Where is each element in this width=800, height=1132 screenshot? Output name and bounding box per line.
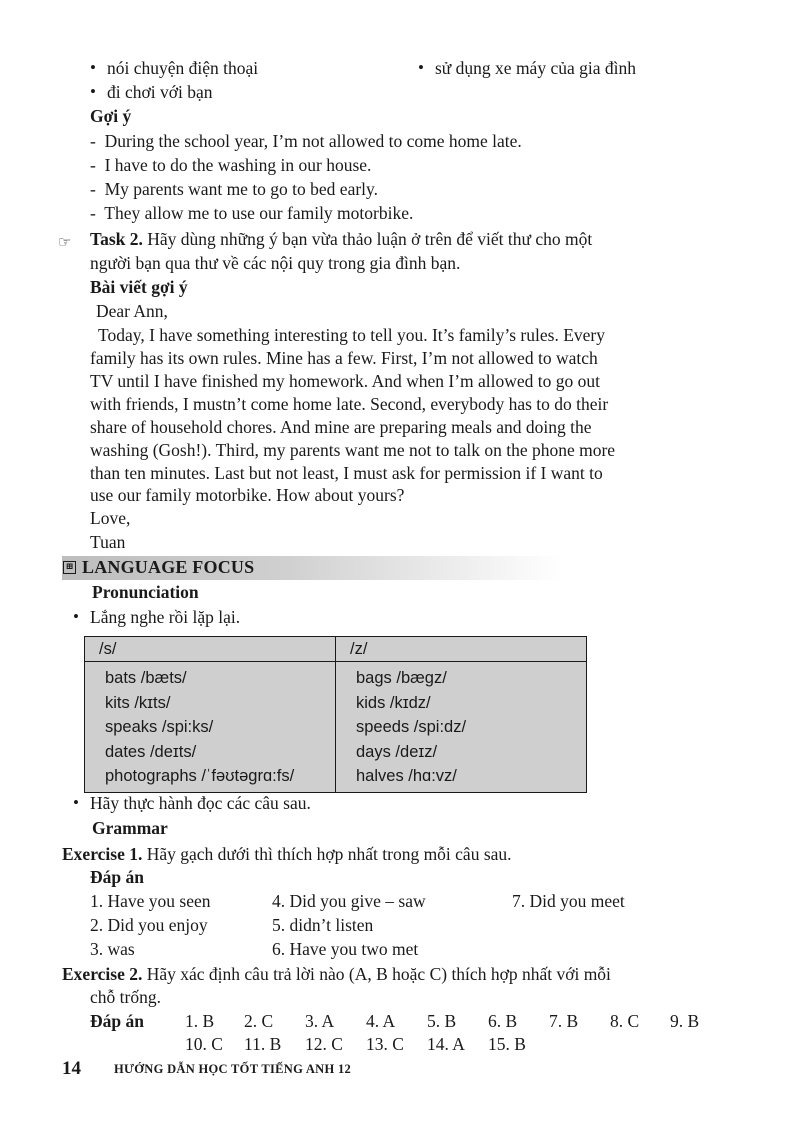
letter-line-2: family has its own rules. Mine has a few. First, I’m not allowed to watch [90, 348, 598, 368]
s-words-cell [85, 662, 336, 793]
letter-line-6: washing (Gosh!). Third, my parents want me not to talk on the phone more [90, 440, 616, 460]
pointing-hand-icon: ☞ [58, 235, 72, 251]
s-word: kits /kɪts/ [105, 693, 171, 712]
task2-line-2: người bạn qua thư về các nội quy trong gia đình bạn. [90, 253, 461, 273]
ex2-answer: 5. B [427, 1011, 457, 1031]
pronunciation-title: Pronunciation [92, 582, 199, 602]
ex2-answer: 15. B [488, 1034, 526, 1054]
ex2-answer: 8. C [610, 1011, 640, 1031]
task2-label: Task 2. [90, 229, 143, 249]
hint-title: Gợi ý [90, 106, 132, 126]
z-word: days /deɪz/ [356, 742, 438, 761]
ex2-answer: 6. B [488, 1011, 518, 1031]
ex1-answer: 3. was [90, 939, 135, 959]
section-icon: ⊞ [63, 561, 76, 574]
book-title: HƯỚNG DẪN HỌC TỐT TIẾNG ANH 12 [114, 1062, 352, 1076]
ex2-answer: 4. A [366, 1011, 396, 1031]
z-word: bags /bægz/ [356, 669, 447, 687]
hint-line-4: - They allow me to use our family motorbike. [90, 203, 414, 223]
exercise2-line-1: Exercise 2. Hãy xác định câu trả lời nào (A, B hoặc C) thích hợp nhất với mỗi [62, 964, 611, 984]
hint-line-2: - I have to do the washing in our house. [90, 155, 372, 175]
letter-signature: Tuan [90, 532, 126, 552]
s-word: photographs /ˈfəʊtəgrɑ:fs/ [105, 767, 295, 785]
letter-line-3: TV until I have finished my homework. And when I’m allowed to go out [90, 371, 601, 391]
page-number: 14 [62, 1058, 81, 1079]
ex1-answer: 6. Have you two met [272, 939, 419, 959]
grammar-title: Grammar [92, 818, 168, 838]
z-word: halves /hɑ:vz/ [356, 767, 457, 785]
ex2-answer: 12. C [305, 1034, 343, 1054]
section-title: LANGUAGE FOCUS [82, 557, 255, 577]
letter-closing: Love, [90, 508, 131, 528]
s-word: speaks /spi:ks/ [105, 718, 214, 736]
exercise1-label: Exercise 1. [62, 844, 143, 864]
letter-line-4: with friends, I mustn’t come home late. Second, everybody has to do their [90, 394, 609, 414]
letter-greeting: Dear Ann, [96, 301, 168, 321]
ex1-answer: 5. didn’t listen [272, 915, 374, 935]
hint-line-1: - During the school year, I’m not allowed to come home late. [90, 131, 522, 151]
z-word: kids /kɪdz/ [356, 693, 431, 712]
letter-line-7: than ten minutes. Last but not least, I must ask for permission if I want to [90, 463, 603, 483]
table-body-row [85, 662, 587, 793]
ex2-answer: 10. C [185, 1034, 223, 1054]
bullet-talk-phone: • nói chuyện điện thoại [107, 58, 258, 79]
ex2-answer: 1. B [185, 1011, 215, 1031]
ex1-answer: 2. Did you enjoy [90, 915, 208, 935]
exercise1-line: Exercise 1. Hãy gạch dưới thì thích hợp nhất trong mỗi câu sau. [62, 844, 512, 864]
ex2-answer: 13. C [366, 1034, 404, 1054]
task2-line-1: Task 2. Hãy dùng những ý bạn vừa thảo luận ở trên để viết thư cho một [90, 229, 593, 249]
letter-line-1: Today, I have something interesting to tell you. It’s family’s rules. Every [98, 325, 605, 345]
practice-instruction: • Hãy thực hành đọc các câu sau. [90, 793, 311, 814]
ex1-answer: 7. Did you meet [512, 891, 625, 911]
header-z: /z/ [336, 637, 587, 662]
bullet-go-out: • đi chơi với bạn [107, 82, 213, 103]
ex2-answer: 9. B [670, 1011, 700, 1031]
listen-instruction: • Lắng nghe rồi lặp lại. [90, 607, 240, 628]
ex2-answer: 3. A [305, 1011, 335, 1031]
s-word: bats /bæts/ [105, 669, 187, 687]
ex2-answer: 2. C [244, 1011, 274, 1031]
letter-line-5: share of household chores. And mine are preparing meals and doing the [90, 417, 592, 437]
z-word: speeds /spi:dz/ [356, 718, 467, 736]
ex2-answer: 14. A [427, 1034, 465, 1054]
header-s: /s/ [85, 637, 336, 662]
s-word: dates /deɪts/ [105, 742, 197, 761]
ex2-answer: 11. B [244, 1034, 282, 1054]
ex1-answer: 4. Did you give – saw [272, 891, 426, 911]
hint-line-3: - My parents want me to go to bed early. [90, 179, 379, 199]
exercise2-line-2: chỗ trống. [90, 987, 161, 1007]
table-header-row [85, 637, 587, 662]
exercise2-label: Exercise 2. [62, 964, 143, 984]
pronunciation-table [84, 636, 587, 793]
letter-title: Bài viết gợi ý [90, 277, 188, 297]
ex2-answer: 7. B [549, 1011, 579, 1031]
letter-line-8: use our family motorbike. How about yours? [90, 485, 405, 505]
exercise1-answer-title: Đáp án [90, 867, 144, 887]
bullet-use-motorbike: • sử dụng xe máy của gia đình [435, 58, 636, 79]
exercise2-answer-title: Đáp án [90, 1011, 144, 1031]
z-words-cell [336, 662, 587, 793]
ex1-answer: 1. Have you seen [90, 891, 211, 911]
